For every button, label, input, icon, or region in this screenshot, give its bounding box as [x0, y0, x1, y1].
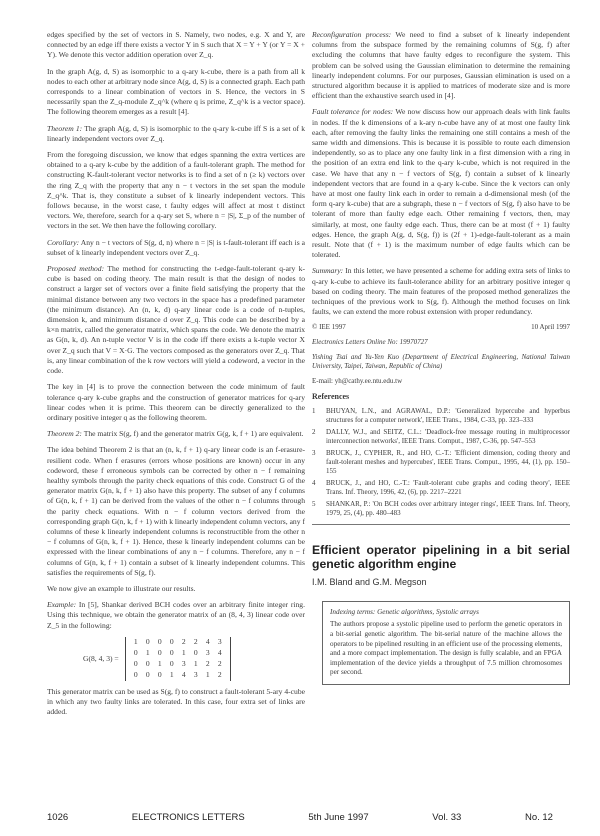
reference-number: 2: [312, 427, 316, 436]
matrix-cell: 0: [145, 636, 150, 646]
page-footer: [47, 812, 553, 823]
indexing-terms: Indexing terms: Genetic algorithms, Systolic arrays: [330, 607, 479, 616]
paragraph: [312, 266, 570, 317]
matrix-cell: 4: [181, 670, 186, 680]
copyright-line: [312, 323, 570, 332]
reference-text: DALLY, W.J., and SEITZ, C.L.: 'Deadlock-free message routing in multiprocessor interconnection networks', IEEE Trans. Comput., 1987, C-36, pp. 547–553: [326, 427, 570, 445]
references-heading: References: [312, 392, 350, 402]
corollary: [47, 238, 305, 258]
copyright: © IEE 1997: [312, 323, 346, 332]
theorem-text: The matrix S(g, f) and the generator matrix G(g, k, f + 1) are equivalent.: [81, 429, 304, 439]
paragraph: [47, 264, 305, 376]
matrix-cell: 0: [133, 647, 138, 657]
matrix-cell: 3: [193, 670, 198, 680]
matrix-cell: 0: [169, 647, 174, 657]
letter-reference: Electronics Letters Online No: 19970727: [312, 338, 428, 347]
matrix-label: G(8, 4, 3) =: [83, 653, 119, 663]
reference-text: BRUCK, J., and HO, C.-T.: 'Fault-tolerant cube graphs and coding theory', IEEE Trans. Inf. Theory, 1996, 42, (6), pp. 2217–2221: [326, 478, 570, 496]
reference-item: [312, 500, 570, 518]
matrix-cell: 0: [169, 636, 174, 646]
issue-number: No. 12: [524, 812, 553, 823]
matrix-cell: 4: [217, 647, 222, 657]
abstract-text: The authors propose a systolic pipeline used to perform the genetic operators in a bit-serial genetic algorithm. The bit-serial nature of the machine allows the operators to be pipelined resulting in an efficient use of the processing elements, and a more compact implementation. The design is fully scalable, and an FPGA implementation of the device yields a throughput of 7.5 million chromosomes per second.: [330, 620, 562, 677]
matrix-cell: 2: [205, 659, 210, 669]
theorem-2: [47, 429, 305, 439]
reference-text: BRUCK, J., CYPHER, R., and HO, C.-T.: 'Efficient dimension, coding theory and fault-tolerant meshes and hypercubes', IEEE Trans. Comput., 1995, 44, (1), pp. 150–155: [326, 448, 570, 475]
matrix-cell: 3: [181, 659, 186, 669]
section-lead: Reconfiguration process:: [312, 30, 392, 39]
matrix-cell: 1: [193, 659, 198, 669]
paragraph-text: We need to find a subset of k linearly independent columns from the subspace formed by the remaining columns of S(g, f) after excluding the columns that have faulty edges to reconfigure the system. This problem can be solved using the Gaussian elimination to determine the remaining linearly independent columns. For our purposes, Gaussian elimination is used on a structured algorithm because it is applied to matrices of moderate size and is more efficient than the exhaustive search used in [4].: [312, 30, 570, 101]
paragraph-text: In [5], Shankar derived BCH codes over an arbitrary finite integer ring. Using this technique, we obtain the generator matrix of an (8, 4, 3) linear code over Z_5 in the following:: [47, 600, 305, 630]
reference-number: 5: [312, 499, 316, 508]
matrix-cell: 0: [157, 670, 162, 680]
theorem-label: Theorem 2:: [47, 429, 82, 439]
section-lead: Fault tolerance for nodes:: [312, 107, 394, 117]
generator-matrix: [83, 637, 305, 681]
paragraph-text: In this letter, we have presented a scheme for adding extra sets of links to q-ary k-cube to achieve its fault-tolerance ability for an arbitrary positive integer q based on coding theory. The main features of the proposed method generalizes the techniques of the previous work to S(g, f). Although the method focuses on link faults, we can extend the more robust extension with proper redundancy.: [312, 266, 570, 317]
section-lead: Summary:: [312, 266, 344, 276]
reference-item: [312, 428, 570, 446]
received-date: 10 April 1997: [531, 323, 570, 332]
reference-text: SHANKAR, P.: 'On BCH codes over arbitrary integer rings', IEEE Trans. Inf. Theory, 1979, 25, (4), pp. 480–483: [326, 499, 570, 517]
reference-text: BHUYAN, L.N., and AGRAWAL, D.P.: 'Generalized hypercube and hyperbus structures for a computer network', IEEE Trans., 1984, C-33, pp. 323–333: [326, 406, 570, 424]
theorem-1: [47, 124, 305, 144]
author-email: E-mail: yh@cathy.ee.ntu.edu.tw: [312, 377, 403, 386]
article-authors: I.M. Bland and G.M. Megson: [312, 576, 427, 587]
volume: Vol. 33: [432, 812, 462, 823]
paragraph: In the graph A(g, d, S) as isomorphic to a q-ary k-cube, there is a path from all k nodes to each other at arbitrary node since A(g, d, S) is a connected graph. Each path corresponds to a linear combination of vectors in S. Hence, the vectors in S necessarily span the Z_q-module Z_q^k (where q is prime, Z_q^k is a vector space). The following theorem emerges as a result [4].: [47, 66, 305, 117]
matrix-cell: 2: [217, 670, 222, 680]
matrix-cell: 1: [181, 647, 186, 657]
matrix-cell: 0: [169, 659, 174, 669]
journal-name: ELECTRONICS LETTERS: [131, 812, 245, 823]
author-affiliation: Yishing Tsai and Yu-Yen Kuo (Department of Electrical Engineering, National Taiwan University, Taipei, Taiwan, Republic of China): [312, 353, 570, 371]
reference-item: [312, 479, 570, 497]
matrix-cell: 1: [157, 659, 162, 669]
matrix-cell: 1: [169, 670, 174, 680]
paragraph-text: We now discuss how our approach deals with link faults in nodes. If the k dimensions of a k-ary n-cube have any of at most one faulty link each, after removing the faulty links the remaining one still contains a mesh of the same width and dimensions. This is because it is possible to route each dimension independently, so as to place any one faulty link in a first dimension with a ring in the position of an extra end link to the q-ary k-cube, which is not required in the case. We have that any n − f vectors of S(g, f) contain a subset of k linearly independent vectors that are found in a q-ary k-cube. Since the k vectors can only have at most one faulty link each in order to remain a d-dimensional mesh (of the form q-ary k-cube) that are a subgraph, these n − f vectors of S(g, f) also have to be tolerant of more than faulty edge each. Other remaining f vectors, then, may similarly, at most, one faulty edge each. Thus, there can be at most (f + 1) faulty edges. Hence, the graph A(g, d, S(g, f)) is (2f + 1)-edge-fault-tolerant as a main result. Note that (f + 1) is the maximum number of edge faults which can be tolerated.: [312, 107, 571, 260]
paragraph: From the foregoing discussion, we know that edges spanning the extra vertices are obtained to a q-ary k-cube by the addition of a fault-tolerant graph. The method for constructing K-fault-tolerant vector networks is to find a set of n (≥ k) vectors over the ring Z_q with the property that any n − t vectors in the set span the module Z_q^k. That is, they constitute a subset of k linearly independent vectors. This follows because, in the worst case, t faulty edges will affect at most t distinct vectors. We, therefore, search for a q-ary set S, where n = |S|, Σ_p of the number of vectors in the set. We then have the following corollary.: [47, 150, 305, 231]
corollary-text: Any n − t vectors of S(g, d, n) where n = |S| is t-fault-tolerant iff each is a subset of k linearly independent vectors over Z_q.: [47, 237, 305, 257]
paragraph: [312, 107, 570, 260]
matrix-cell: 3: [217, 636, 222, 646]
corollary-label: Corollary:: [47, 237, 80, 247]
paragraph: The key in [4] is to prove the connection between the code minimum of fault tolerance q-ary k-cube graphs and the construction of generator matrices for q-ary linear codes when it is prime. This theorem can be directly generalized to the ordinary positive integer q as the following theorem.: [47, 382, 305, 422]
matrix-cell: 1: [133, 636, 138, 646]
section-lead: Proposed method:: [47, 264, 105, 274]
reference-number: 1: [312, 406, 316, 415]
issue-date: 5th June 1997: [308, 812, 369, 823]
paragraph: This generator matrix can be used as S(g, f) to construct a fault-tolerant 5-ary 4-cube in which any two faulty links are tolerated. In this case, four extra set of links are added.: [47, 686, 305, 716]
reference-list: [312, 407, 570, 518]
matrix-cell: 1: [205, 670, 210, 680]
matrix-cell: 2: [193, 636, 198, 646]
matrix-cell: 3: [205, 647, 210, 657]
paragraph: [47, 600, 305, 631]
theorem-label: Theorem 1:: [47, 123, 83, 133]
paragraph: The idea behind Theorem 2 is that an (n, k, f + 1) q-ary linear code is an f-erasure-resilient code. When f erasures (errors whose positions are known) occur in any codeword, these f erroneous symbols can be corrected by other n − f remaining healthy symbols through the parity check equations of this code. Construct G of the generator matrix G(n, k, f + 1) also have this property. The subset of any f columns of G(n, k, f + 1) can be derived from the values of the other n − f columns through the parity check equations. With n − f column vectors derived from the corresponding graph G(n, k, f + 1) with k linearly independent column vectors, any f columns of these k linearly independent columns is reconstructible from the other n − f columns of G(n, k, f + 1). Hence, these k linearly independent columns can be expressed with the linear combinations of any n − f columns. Therefore, any n − f columns of G(n, k, f + 1) contain a subset of k linearly independent columns. This satisfies the requirements of S(g, f).: [47, 445, 305, 577]
paragraph-text: The method for constructing the t-edge-fault-tolerant q-ary k-cube is based on coding theory. The main result is that the design of nodes to construct a larger set of vectors over a finite field satisfying the property that the minimal distance between any two vectors in the space has a predefined parameter (the minimum distance). An (n, k, d) q-ary linear code is a code of n-tuples, dimension k, and minimum distance d over Z_q. This code can be described by a k×n matrix, called the generator matrix, which spans the code. We denote the matrix as G(n, k, d). An n-tuple vector V is in the code iff there exists a k-tuple vector X over Z_q such that V = X·G. The vectors composed as the generators over Z_q. That is, any linear combination of the k row vectors will yield a codeword, a vector in the code.: [47, 264, 305, 376]
theorem-text: The graph A(g, d, S) is isomorphic to the q-ary k-cube iff S is a set of k linearly independent vectors over Z_q.: [47, 123, 305, 143]
reference-number: 4: [312, 478, 316, 487]
matrix-cell: 2: [181, 636, 186, 646]
matrix-cell: 1: [145, 647, 150, 657]
section-lead: Example:: [47, 600, 77, 610]
matrix-cell: 0: [133, 670, 138, 680]
abstract-box: [322, 601, 570, 685]
paragraph: edges specified by the set of vectors in S. Namely, two nodes, e.g. X and Y, are connected by an edge iff there exists a vector Y in S such that X = Y + Y (or Y = X + Y). We denote this vector addition operation over Z_q.: [47, 30, 305, 60]
left-column: [47, 30, 305, 723]
matrix-cell: 0: [157, 647, 162, 657]
paragraph: [312, 30, 570, 101]
matrix-cell: 4: [205, 636, 210, 646]
matrix-cell: 0: [145, 670, 150, 680]
reference-item: [312, 449, 570, 476]
article-title: Efficient operator pipelining in a bit serial genetic algorithm engine: [312, 542, 570, 571]
matrix-body: [125, 637, 231, 681]
page-number: 1026: [47, 812, 69, 823]
matrix-cell: 0: [193, 647, 198, 657]
reference-number: 3: [312, 448, 316, 457]
matrix-cell: 0: [145, 659, 150, 669]
matrix-cell: 0: [133, 659, 138, 669]
article-divider: [312, 524, 570, 525]
reference-item: [312, 407, 570, 425]
matrix-cell: 0: [157, 636, 162, 646]
matrix-cell: 2: [217, 659, 222, 669]
right-column: [312, 30, 570, 685]
paragraph: We now give an example to illustrate our results.: [47, 583, 196, 593]
